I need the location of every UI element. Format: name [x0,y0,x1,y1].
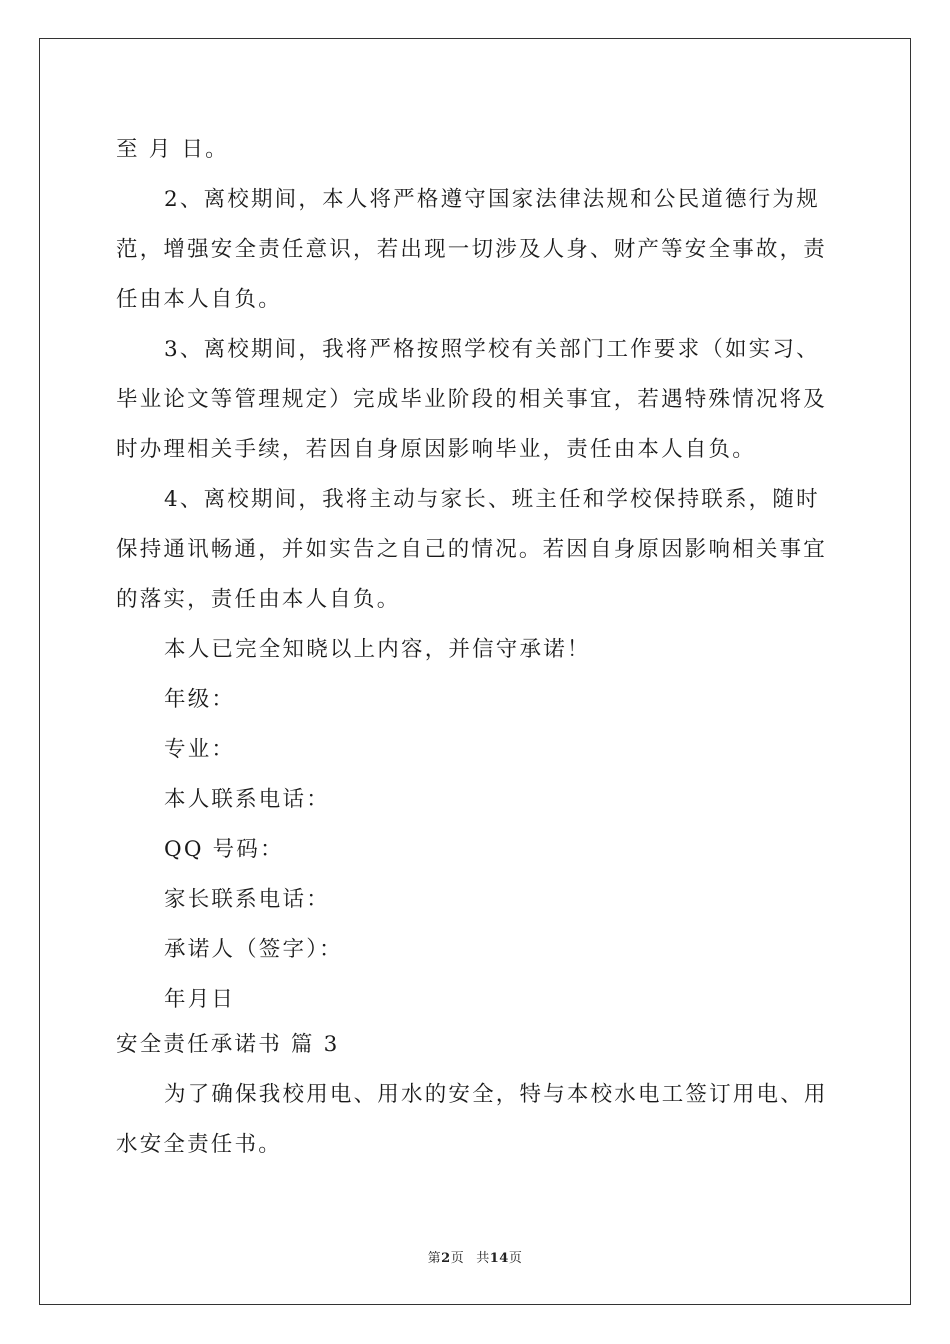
paragraph-4-line-2: 保持通讯畅通，并如实告之自己的情况。若因自身原因影响相关事宜 [116,537,828,562]
section-heading: 安全责任承诺书 篇 3 [116,1032,340,1057]
page-footer [0,1247,950,1266]
major-field-label: 专业： [164,737,236,762]
page-current: 2 [441,1251,451,1266]
paragraph-2-line-1: 2、离校期间，本人将严格遵守国家法律法规和公民道德行为规 [164,187,820,212]
page-prefix: 第 [427,1251,442,1266]
total-prefix: 共 [476,1251,490,1266]
paragraph-4-line-3: 的落实，责任由本人自负。 [116,587,401,612]
paragraph-2-line-3: 任由本人自负。 [116,287,282,312]
paragraph-3-line-1: 3、离校期间，我将严格按照学校有关部门工作要求（如实习、 [164,337,820,362]
paragraph-4-line-1: 4、离校期间，我将主动与家长、班主任和学校保持联系，随时 [164,487,820,512]
promise-statement: 本人已完全知晓以上内容，并信守承诺！ [164,637,591,662]
parent-phone-field-label: 家长联系电话： [164,887,330,912]
total-suffix: 页 [508,1251,523,1266]
paragraph-3-line-3: 时办理相关手续，若因自身原因影响毕业，责任由本人自负。 [116,437,756,462]
grade-field-label: 年级： [164,687,236,712]
page-border [39,38,911,1305]
page-total: 14 [489,1251,509,1266]
signature-field-label: 承诺人（签字）： [164,937,343,962]
section-3-line-1: 为了确保我校用电、用水的安全，特与本校水电工签订用电、用 [164,1082,828,1107]
text-line: 至 月 日。 [116,137,229,162]
page-suffix: 页 [450,1251,465,1266]
qq-field-label: QQ 号码： [164,837,284,862]
phone-field-label: 本人联系电话： [164,787,330,812]
paragraph-3-line-2: 毕业论文等管理规定）完成毕业阶段的相关事宜，若遇特殊情况将及 [116,387,828,412]
paragraph-2-line-2: 范，增强安全责任意识，若出现一切涉及人身、财产等安全事故，责 [116,237,828,262]
date-field-label: 年月日 [164,987,236,1012]
section-3-line-2: 水安全责任书。 [116,1132,282,1157]
